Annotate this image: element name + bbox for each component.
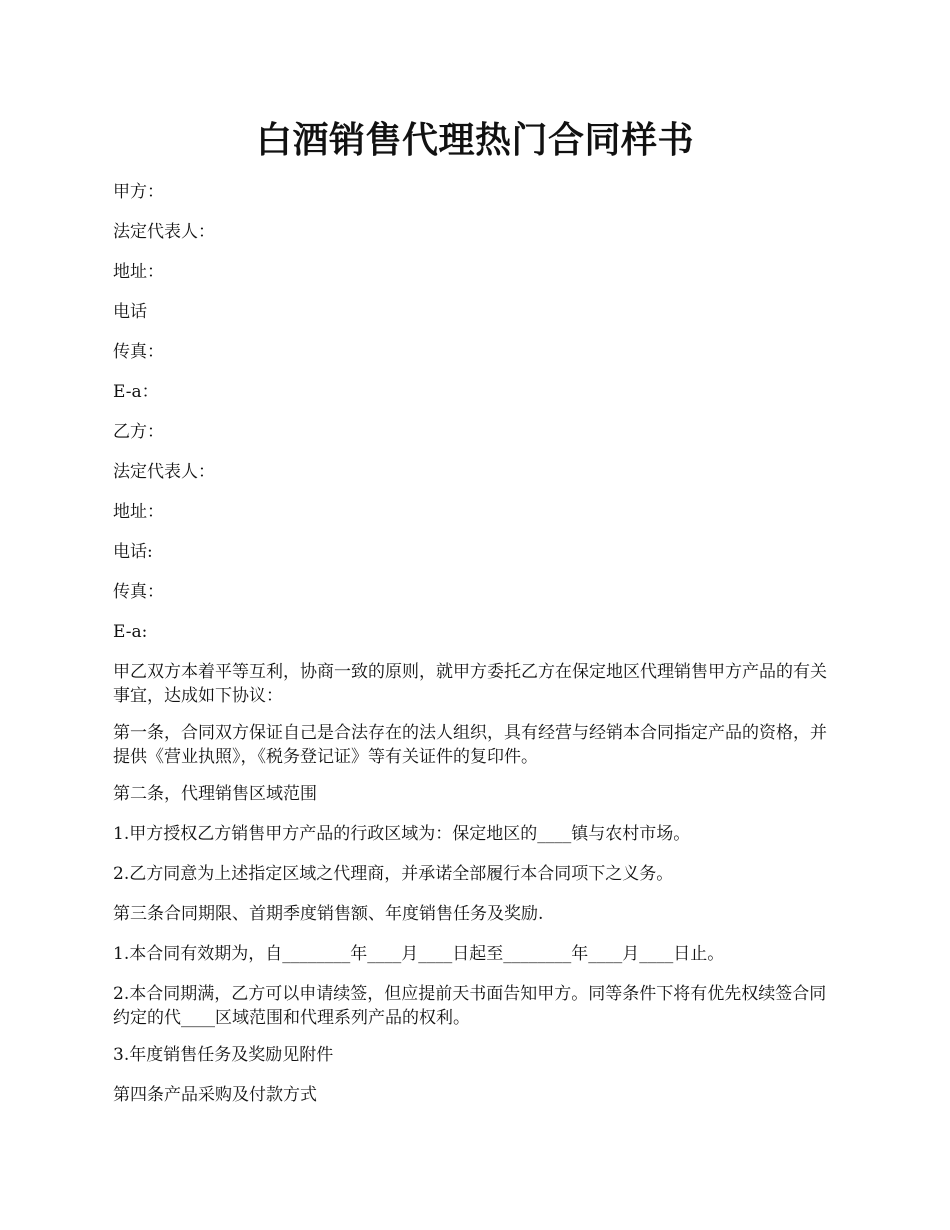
article-3-item-1: 1.本合同有效期为，自________年____月____日起至________年____月____日止。 — [113, 944, 725, 964]
article-3-item-2: 2.本合同期满，乙方可以申请续签，但应提前天书面告知甲方。同等条件下将有优先权续签合同约定的代____区域范围和代理系列产品的权利。 — [113, 984, 827, 1028]
document-body — [113, 180, 843, 1123]
party-b-label: 乙方： — [113, 422, 164, 442]
party-a-fax: 传真： — [113, 342, 164, 362]
party-a-label: 甲方： — [113, 182, 164, 202]
document-title: 白酒销售代理热门合同样书 — [255, 119, 694, 161]
party-b-address: 地址： — [113, 502, 164, 522]
party-b-fax: 传真： — [113, 582, 164, 602]
article-3-heading: 第三条合同期限、首期季度销售额、年度销售任务及奖励. — [113, 904, 544, 924]
party-a-email: E-a： — [113, 382, 159, 402]
article-3-item-3: 3.年度销售任务及奖励见附件 — [113, 1045, 334, 1065]
article-2-heading: 第二条，代理销售区域范围 — [113, 784, 317, 804]
party-b-email: E-a: — [113, 622, 148, 642]
article-2-item-2: 2.乙方同意为上述指定区域之代理商，并承诺全部履行本合同项下之义务。 — [113, 864, 674, 884]
party-b-legal-rep: 法定代表人： — [113, 462, 215, 482]
party-a-phone: 电话 — [113, 302, 147, 322]
intro-paragraph: 甲乙双方本着平等互利，协商一致的原则，就甲方委托乙方在保定地区代理销售甲方产品的有关事宜，达成如下协议： — [113, 662, 827, 706]
party-a-address: 地址： — [113, 262, 164, 282]
article-2-item-1: 1.甲方授权乙方销售甲方产品的行政区域为：保定地区的____镇与农村市场。 — [113, 824, 691, 844]
article-1: 第一条，合同双方保证自己是合法存在的法人组织，具有经营与经销本合同指定产品的资格，并提供《营业执照》，《税务登记证》等有关证件的复印件。 — [113, 723, 827, 767]
article-4-heading: 第四条产品采购及付款方式 — [113, 1085, 317, 1105]
party-a-legal-rep: 法定代表人： — [113, 222, 215, 242]
party-b-phone: 电话: — [113, 542, 153, 562]
